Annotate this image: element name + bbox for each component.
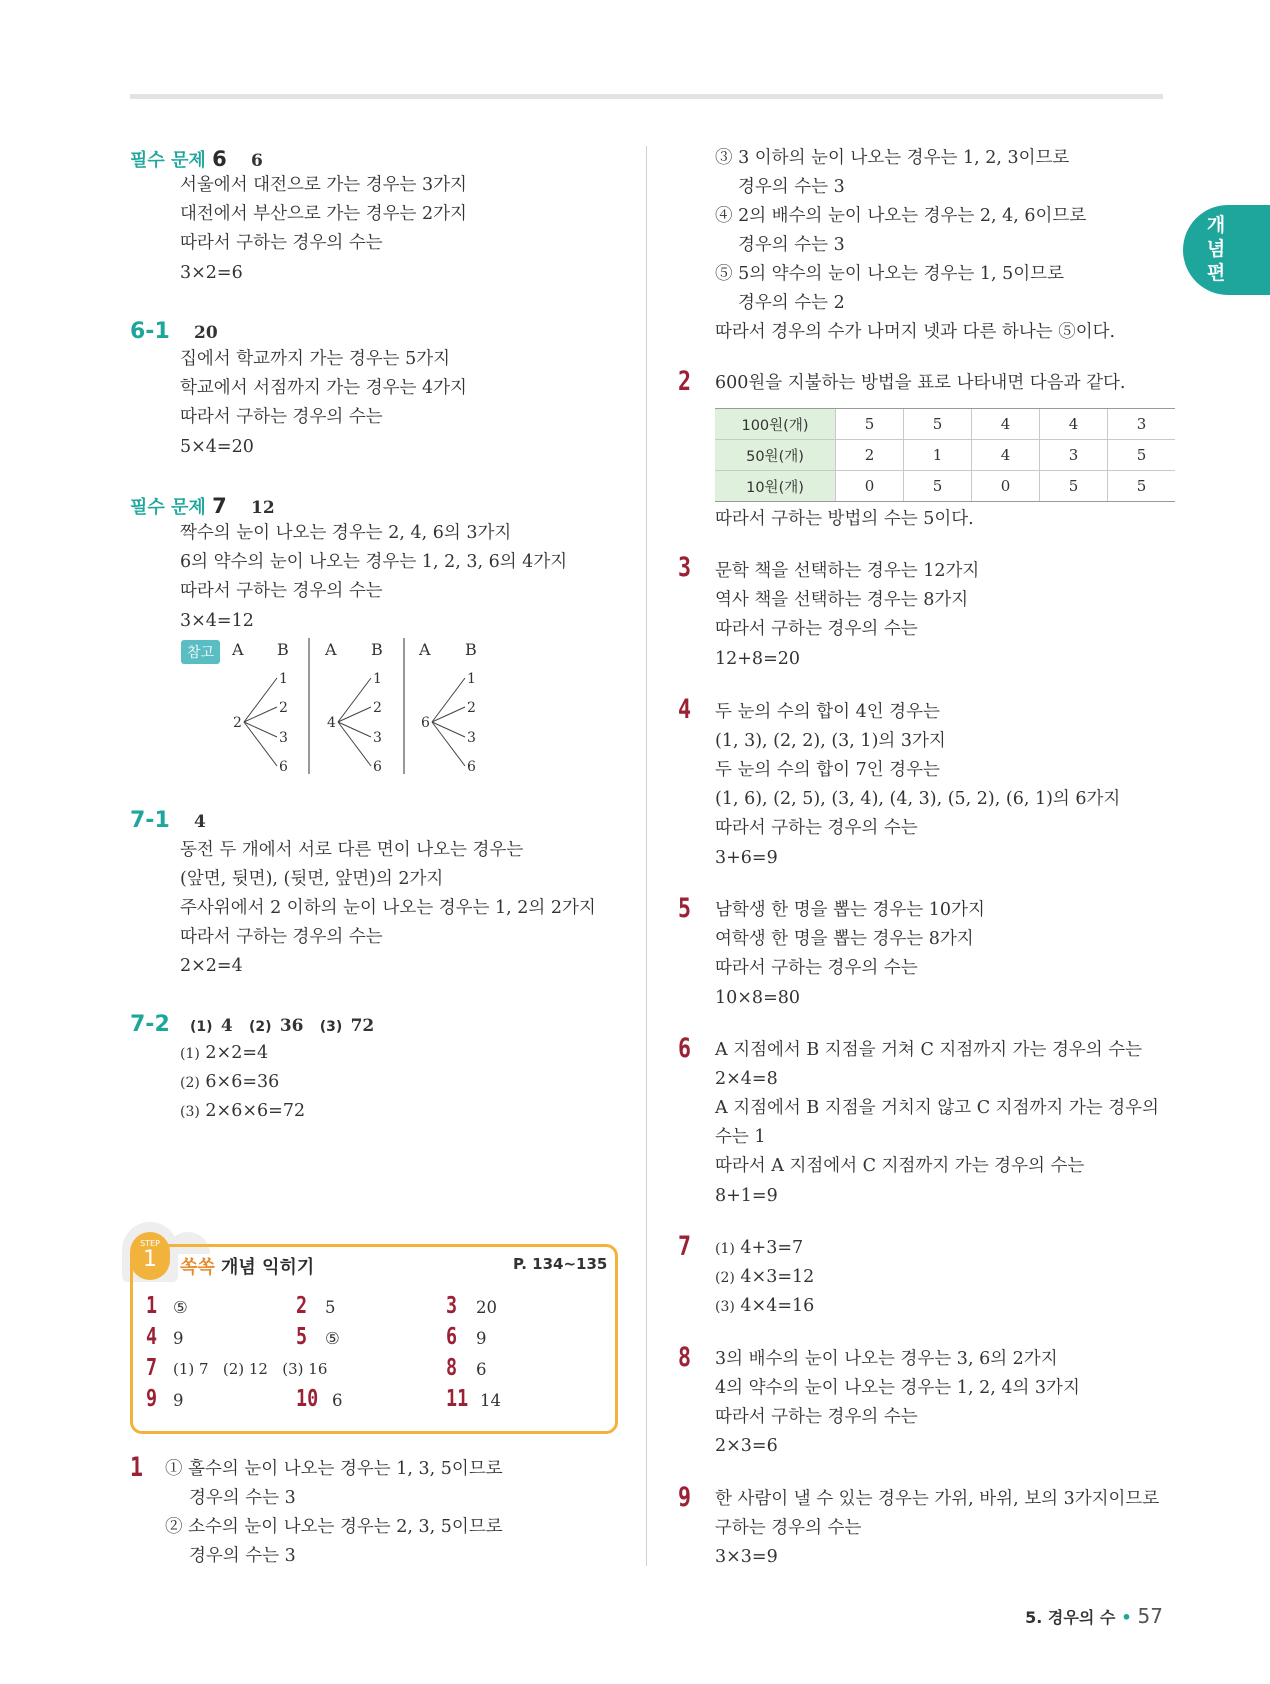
table-cell: 5 — [836, 409, 904, 440]
answer-number: 10 — [296, 1386, 319, 1412]
problem-answer: 12 — [251, 498, 275, 518]
tree-col-b: B — [277, 640, 289, 659]
answer-number: 7 — [146, 1355, 158, 1381]
problem-label: 7-2 — [130, 1012, 170, 1037]
solution-line: (1, 6), (2, 5), (3, 4), (4, 3), (5, 2), (6, 1)의 6가지 — [715, 789, 1121, 809]
solution-line: ③ 3 이하의 눈이 나오는 경우는 1, 2, 3이므로 — [715, 148, 1070, 168]
problem-answer: 20 — [194, 323, 218, 343]
solution-line — [180, 1041, 268, 1066]
tree-col-a: A — [325, 640, 337, 659]
solution-line: 3×3=9 — [715, 1547, 778, 1567]
solution-line: 따라서 경우의 수가 나머지 넷과 다른 하나는 ⑤이다. — [715, 322, 1116, 342]
tree-leaf: 1 — [467, 671, 476, 687]
question-number: 7 — [678, 1231, 692, 1262]
tree-col-b: B — [371, 640, 383, 659]
solution-line: 수는 1 — [715, 1127, 766, 1147]
step-title — [180, 1253, 314, 1279]
problem-prefix: 필수 문제 — [130, 150, 206, 171]
answer-number: 3 — [446, 1293, 458, 1319]
item-marker: (3) — [715, 1299, 735, 1315]
table-row — [715, 471, 1175, 502]
answer-item-marker: (3) — [319, 1019, 343, 1035]
table-row — [715, 440, 1175, 471]
table-cell: 5 — [1040, 471, 1108, 502]
solution-line: 경우의 수는 3 — [738, 235, 845, 255]
table-cell: 4 — [1040, 409, 1108, 440]
solution-line: 여학생 한 명을 뽑는 경우는 8가지 — [715, 929, 974, 949]
solution-line: 두 눈의 수의 합이 7인 경우는 — [715, 760, 940, 780]
question-number: 3 — [678, 552, 692, 583]
answer-number: 5 — [296, 1324, 308, 1350]
answer-value: 5 — [325, 1298, 336, 1317]
item-text: 4×4=16 — [740, 1296, 815, 1316]
solution-line: 3의 배수의 눈이 나오는 경우는 3, 6의 2가지 — [715, 1349, 1058, 1369]
question-number: 1 — [130, 1452, 144, 1483]
table-row — [715, 409, 1175, 440]
solution-line: ④ 2의 배수의 눈이 나오는 경우는 2, 4, 6이므로 — [715, 206, 1087, 226]
footer-dot-icon: • — [1121, 1608, 1132, 1627]
tree-leaf: 2 — [373, 700, 382, 716]
tree-root: 4 — [327, 715, 336, 731]
solution-line: ⑤ 5의 약수의 눈이 나오는 경우는 1, 5이므로 — [715, 264, 1064, 284]
step-page-ref: P. 134~135 — [513, 1255, 608, 1273]
item-text: 6×6=36 — [205, 1072, 280, 1092]
tree-leaf: 6 — [279, 759, 288, 775]
problem-prefix: 필수 문제 — [130, 497, 206, 518]
solution-line: A 지점에서 B 지점을 거쳐 C 지점까지 가는 경우의 수는 — [715, 1040, 1143, 1060]
solution-line: 동전 두 개에서 서로 다른 면이 나오는 경우는 — [180, 840, 524, 860]
solution-line: 역사 책을 선택하는 경우는 8가지 — [715, 590, 969, 610]
solution-line: 3×2=6 — [180, 263, 243, 283]
answer-value: 14 — [480, 1391, 501, 1410]
solution-line: ① 홀수의 눈이 나오는 경우는 1, 3, 5이므로 — [165, 1459, 503, 1479]
table-cell: 1 — [904, 440, 972, 471]
solution-line: 12+8=20 — [715, 649, 800, 669]
item-text: 2×2=4 — [205, 1043, 269, 1063]
step-badge — [130, 1232, 170, 1280]
solution-line: 600원을 지불하는 방법을 표로 나타내면 다음과 같다. — [715, 373, 1126, 393]
solution-line: 경우의 수는 2 — [738, 293, 845, 313]
item-marker: (2) — [180, 1075, 200, 1091]
solution-line: 따라서 구하는 경우의 수는 — [715, 619, 918, 639]
tree-diagram — [215, 636, 515, 776]
problem-6-heading — [130, 146, 263, 172]
problem-answer: 4 — [194, 812, 206, 832]
tree-leaf: 2 — [279, 700, 288, 716]
answer-value: ⑤ — [325, 1329, 340, 1348]
solution-line: 두 눈의 수의 합이 4인 경우는 — [715, 702, 940, 722]
item-marker: (1) — [180, 1046, 200, 1062]
answer-number: 9 — [146, 1386, 158, 1412]
tree-leaf: 2 — [467, 700, 476, 716]
question-number: 5 — [678, 893, 692, 924]
solution-line: 6의 약수의 눈이 나오는 경우는 1, 2, 3, 6의 4가지 — [180, 552, 568, 572]
problem-number: 6 — [212, 147, 227, 171]
solution-line — [180, 1070, 279, 1095]
solution-line: 경우의 수는 3 — [189, 1546, 296, 1566]
solution-line: 서울에서 대전으로 가는 경우는 3가지 — [180, 175, 467, 195]
side-tab-label: 개념편 — [1206, 214, 1226, 284]
solution-line: A 지점에서 B 지점을 거치지 않고 C 지점까지 가는 경우의 — [715, 1098, 1159, 1118]
solution-line: 4의 약수의 눈이 나오는 경우는 1, 2, 4의 3가지 — [715, 1378, 1080, 1398]
question-number: 8 — [678, 1342, 692, 1373]
problem-7-2-heading — [130, 1012, 374, 1037]
tree-leaf: 3 — [279, 730, 288, 746]
solution-line: 대전에서 부산으로 가는 경우는 2가지 — [180, 204, 467, 224]
coin-table — [715, 408, 1175, 502]
problem-label: 6-1 — [130, 319, 170, 344]
table-cell: 5 — [904, 471, 972, 502]
side-tab — [1183, 205, 1270, 295]
step-word: STEP — [140, 1239, 160, 1248]
answer-value: 6 — [332, 1391, 343, 1410]
item-marker: (2) — [715, 1270, 735, 1286]
tree-leaf: 3 — [467, 730, 476, 746]
solution-line: 따라서 구하는 경우의 수는 — [180, 581, 383, 601]
solution-line — [180, 1099, 305, 1124]
table-cell: 3 — [1040, 440, 1108, 471]
problem-7-1-heading — [130, 808, 206, 833]
tree-leaf: 1 — [279, 671, 288, 687]
solution-line — [715, 1265, 814, 1290]
row-header: 50원(개) — [715, 440, 836, 471]
step-title-text: 개념 익히기 — [214, 1257, 315, 1278]
tree-leaf: 6 — [467, 759, 476, 775]
solution-line: 한 사람이 낼 수 있는 경우는 가위, 바위, 보의 3가지이므로 — [715, 1489, 1160, 1509]
tree-leaf: 3 — [373, 730, 382, 746]
solution-line: 문학 책을 선택하는 경우는 12가지 — [715, 561, 980, 581]
answer-number: 1 — [146, 1293, 158, 1319]
answer-number: 6 — [446, 1324, 458, 1350]
solution-line: 2×3=6 — [715, 1436, 778, 1456]
table-cell: 5 — [1108, 471, 1176, 502]
question-number: 2 — [678, 366, 692, 397]
solution-line: 3×4=12 — [180, 611, 254, 631]
answer-number: 11 — [446, 1386, 469, 1412]
solution-line — [715, 1294, 814, 1319]
solution-line: 따라서 구하는 경우의 수는 — [180, 407, 383, 427]
problem-answer: 4 — [220, 1016, 233, 1036]
question-number: 6 — [678, 1033, 692, 1064]
solution-line: 경우의 수는 3 — [189, 1488, 296, 1508]
problem-answer: 36 — [279, 1016, 304, 1036]
solution-line: 따라서 구하는 방법의 수는 5이다. — [715, 509, 974, 529]
item-text: 2×6×6=72 — [205, 1101, 306, 1121]
note-badge: 참고 — [181, 640, 220, 664]
answer-item-marker: (2) — [248, 1019, 272, 1035]
solution-line: 주사위에서 2 이하의 눈이 나오는 경우는 1, 2의 2가지 — [180, 898, 596, 918]
table-cell: 4 — [972, 409, 1040, 440]
solution-line: 따라서 구하는 경우의 수는 — [180, 233, 383, 253]
item-marker: (1) — [715, 1241, 735, 1257]
solution-line: 따라서 구하는 경우의 수는 — [715, 958, 918, 978]
solution-line: 2×4=8 — [715, 1069, 778, 1089]
table-cell: 5 — [904, 409, 972, 440]
problem-number: 7 — [212, 494, 227, 518]
page-footer — [1025, 1604, 1163, 1628]
tree-col-a: A — [232, 640, 244, 659]
solution-line: 3+6=9 — [715, 848, 778, 868]
answer-value: 6 — [476, 1360, 487, 1379]
tree-col-b: B — [465, 640, 477, 659]
problem-answer: 6 — [251, 151, 263, 171]
solution-line: ② 소수의 눈이 나오는 경우는 2, 3, 5이므로 — [165, 1517, 503, 1537]
item-text: 4+3=7 — [740, 1238, 804, 1258]
footer-chapter: 5. 경우의 수 — [1025, 1608, 1116, 1627]
solution-line: 학교에서 서점까지 가는 경우는 4가지 — [180, 378, 467, 398]
solution-line: 8+1=9 — [715, 1186, 778, 1206]
item-marker: (3) — [180, 1104, 200, 1120]
tree-col-a: A — [419, 640, 431, 659]
solution-line: 5×4=20 — [180, 437, 254, 457]
step-title-accent: 쏙쏙 — [180, 1257, 215, 1278]
table-cell: 4 — [972, 440, 1040, 471]
answer-value: 9 — [476, 1329, 487, 1348]
solution-line: 경우의 수는 3 — [738, 177, 845, 197]
answer-number: 4 — [146, 1324, 158, 1350]
answer-value: (1) 7 (2) 12 (3) 16 — [173, 1360, 328, 1378]
solution-line: 10×8=80 — [715, 988, 800, 1008]
table-cell: 0 — [972, 471, 1040, 502]
table-cell: 0 — [836, 471, 904, 502]
question-number: 4 — [678, 694, 692, 725]
column-divider — [646, 146, 647, 1566]
item-text: 4×3=12 — [740, 1267, 815, 1287]
solution-line: 짝수의 눈이 나오는 경우는 2, 4, 6의 3가지 — [180, 523, 512, 543]
problem-label: 7-1 — [130, 808, 170, 833]
solution-line: 따라서 구하는 경우의 수는 — [715, 818, 918, 838]
tree-leaf: 1 — [373, 671, 382, 687]
solution-line: 따라서 구하는 경우의 수는 — [715, 1407, 918, 1427]
page-number: 57 — [1137, 1604, 1163, 1628]
table-cell: 3 — [1108, 409, 1176, 440]
step-number: 1 — [143, 1247, 157, 1272]
question-number: 9 — [678, 1482, 692, 1513]
problem-7-heading — [130, 493, 275, 519]
table-cell: 2 — [836, 440, 904, 471]
solution-line: 따라서 구하는 경우의 수는 — [180, 927, 383, 947]
answer-item-marker: (1) — [190, 1019, 213, 1035]
tree-root: 2 — [233, 715, 242, 731]
answer-number: 8 — [446, 1355, 458, 1381]
problem-answer: 72 — [350, 1016, 375, 1036]
row-header: 100원(개) — [715, 409, 836, 440]
table-cell: 5 — [1108, 440, 1176, 471]
solution-line: 구하는 경우의 수는 — [715, 1518, 862, 1538]
solution-line: 집에서 학교까지 가는 경우는 5가지 — [180, 349, 451, 369]
answer-value: 20 — [476, 1298, 497, 1317]
answer-value: 9 — [173, 1329, 184, 1348]
solution-line: 2×2=4 — [180, 956, 243, 976]
row-header: 10원(개) — [715, 471, 836, 502]
answer-number: 2 — [296, 1293, 308, 1319]
solution-line: 남학생 한 명을 뽑는 경우는 10가지 — [715, 900, 985, 920]
tree-leaf: 6 — [373, 759, 382, 775]
top-rule — [130, 94, 1163, 99]
solution-line — [715, 1236, 803, 1261]
answer-value: ⑤ — [173, 1298, 188, 1317]
problem-6-1-heading — [130, 319, 218, 344]
solution-line: (1, 3), (2, 2), (3, 1)의 3가지 — [715, 731, 946, 751]
solution-line: 따라서 A 지점에서 C 지점까지 가는 경우의 수는 — [715, 1156, 1085, 1176]
tree-root: 6 — [421, 715, 430, 731]
answer-value: 9 — [173, 1391, 184, 1410]
solution-line: (앞면, 뒷면), (뒷면, 앞면)의 2가지 — [180, 869, 444, 889]
